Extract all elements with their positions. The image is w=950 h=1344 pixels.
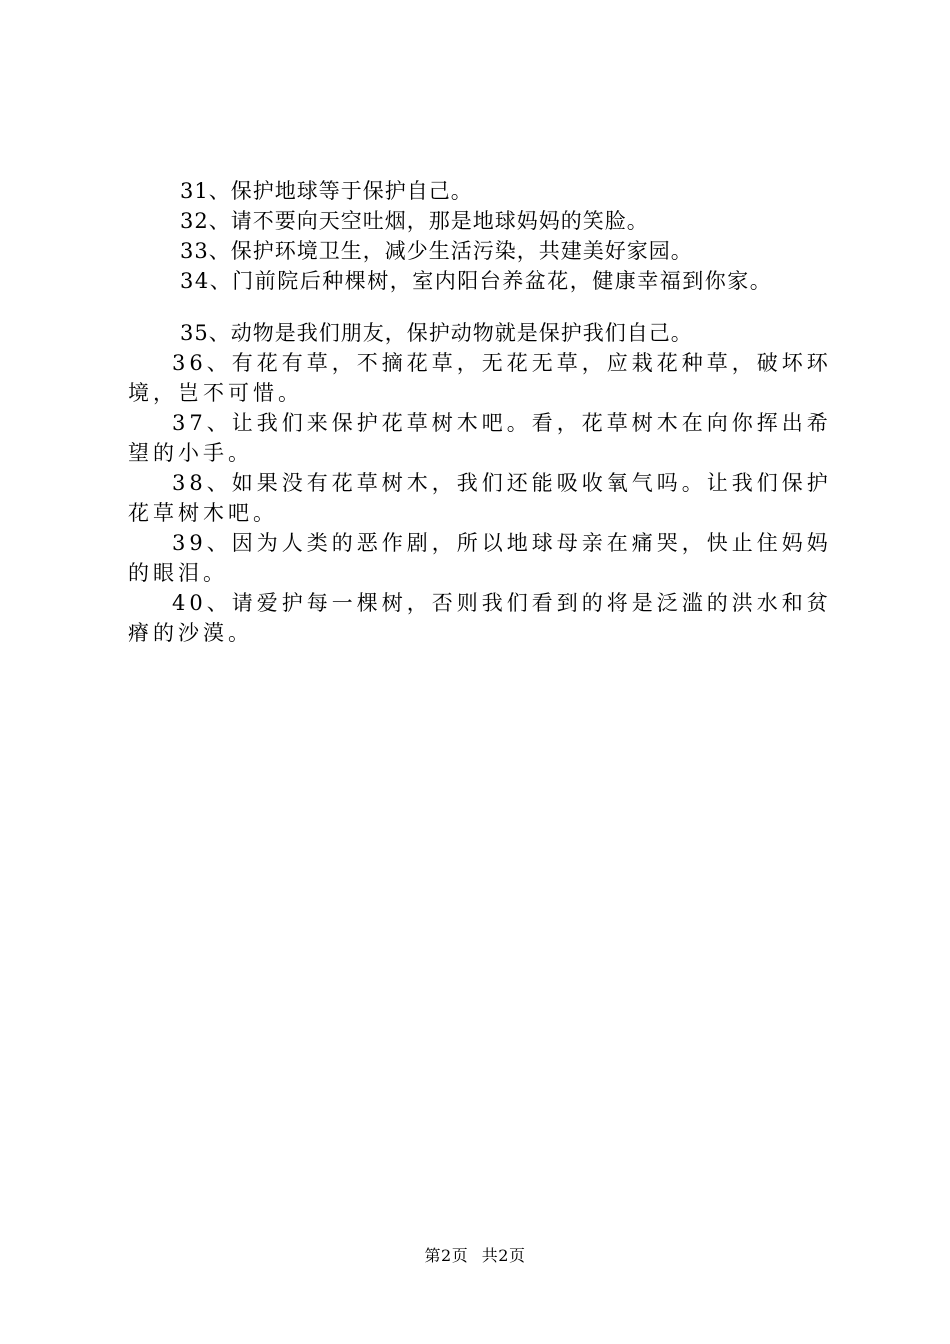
page-number-current: 第2页: [424, 1246, 469, 1265]
paragraph-32: 32、请不要向天空吐烟，那是地球妈妈的笑脸。: [180, 209, 649, 233]
paragraph-36: 36、有花有草，不摘花草，无花无草，应栽花种草，破坏环境，岂不可惜。: [128, 351, 832, 405]
paragraph-38: 38、如果没有花草树木，我们还能吸收氧气吗。让我们保护花草树木吧。: [128, 471, 832, 525]
paragraph-31: 31、保护地球等于保护自己。: [180, 179, 473, 203]
document-body: [128, 176, 840, 648]
page-footer: [0, 1243, 950, 1266]
paragraph-35: 35、动物是我们朋友，保护动物就是保护我们自己。: [180, 321, 693, 345]
paragraph-40: 40、请爱护每一棵树，否则我们看到的将是泛滥的洪水和贫瘠的沙漠。: [128, 591, 832, 645]
page-number-total: 共2页: [481, 1246, 526, 1265]
paragraph-37: 37、让我们来保护花草树木吧。看，花草树木在向你挥出希望的小手。: [128, 411, 832, 465]
paragraph-34: 34、门前院后种棵树，室内阳台养盆花，健康幸福到你家。: [180, 269, 773, 293]
paragraph-39: 39、因为人类的恶作剧，所以地球母亲在痛哭，快止住妈妈的眼泪。: [128, 531, 832, 585]
paragraph-33: 33、保护环境卫生，减少生活污染，共建美好家园。: [180, 239, 693, 263]
